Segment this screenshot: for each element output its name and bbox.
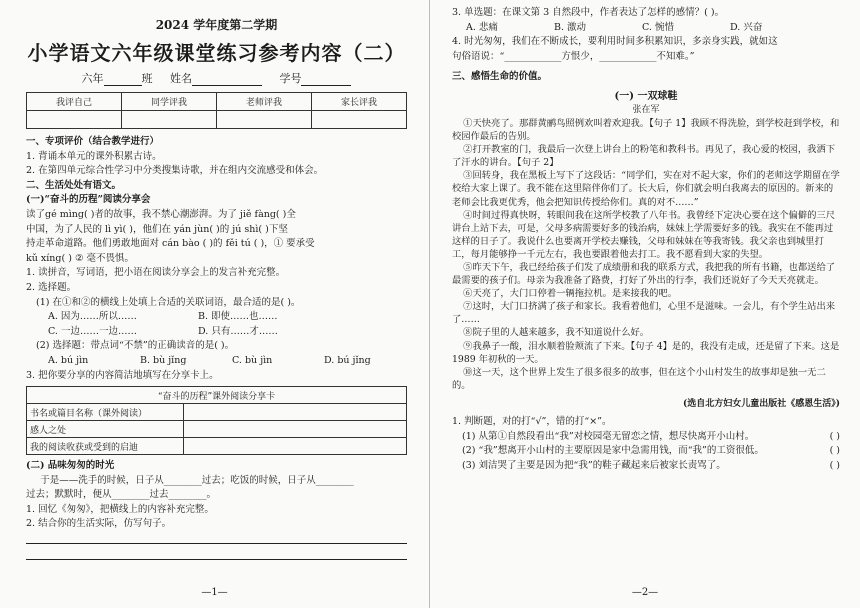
judge-item <box>452 444 840 459</box>
paragraph: ⑩这一天，这个世界上发生了很多很多的故事，但在这个小山村发生的故事却是独一无二的。 <box>452 366 826 391</box>
eval-header: 同学评我 <box>122 93 217 111</box>
share-card-caption: “奋斗的历程”课外阅读分享卡 <box>27 387 407 404</box>
share-card-label: 感人之处 <box>27 421 184 438</box>
subsection-2-heading: (二) 品味匆匆的时光 <box>26 460 115 472</box>
option[interactable]: C. bù jìn <box>232 354 273 366</box>
share-card-label: 书名或篇目名称（课外阅读） <box>27 404 184 421</box>
paragraph: ④时间过得真快呀，转眼间我在这所学校教了八年书。我曾经下定决心要在这个偏僻的三尺讲台上站下去，可是，父母多病需要好多的钱治病，妹妹上学需要好多的钱。我实在不能再过这样的日子了。我说什么也要离开学校去赚钱，父母和妹妹在等我寄钱。我父亲也到城里打工，每月能够挣一千元左右，我也要跟着他去打工。我不愿看到大家的失望。 <box>452 209 836 260</box>
subsection-1-heading: (一)“奋斗的历程”阅读分享会 <box>26 194 151 206</box>
paragraph: ③回转身，我在黑板上写下了这段话：“同学们，实在对不起大家，你们的老师这学期留在学校给大家上课了。我不能在这里陪伴你们了。长大后，你们就会明白我离去的原因的。新来的老师会比我更优秀，他会把知识传授给你们。真的对不……” <box>452 170 840 208</box>
item-2: 2. 在第四单元综合性学习中分类搜集诗歌，并在组内交流感受和体会。 <box>26 165 324 177</box>
judge-item-text: (1) 从第①自然段看出“我”对校园毫无留恋之情，想尽快离开小山村。 <box>462 430 755 442</box>
paragraph: ⑥天亮了，大门口停着一辆拖拉机。是来接我的吧。 <box>463 288 677 300</box>
option[interactable]: D. 只有……才…… <box>198 325 278 337</box>
number-blank[interactable] <box>301 72 351 86</box>
question-4: 1. 回忆《匆匆》，把横线上的内容补充完整。 <box>26 503 214 515</box>
eval-cell[interactable] <box>122 111 217 129</box>
option[interactable]: B. bù jǐng <box>140 354 187 366</box>
passage-line: 持走革命道路。他们勇敢地面对 cán bào ( )的 fěi tú ( )，① 要承受 <box>26 238 315 250</box>
passage-line: kǔ xíng( ) ② 毫不畏惧。 <box>26 252 134 264</box>
page-right <box>430 0 860 608</box>
judge-item <box>452 430 840 445</box>
main-title: 小学语文六年级课堂练习参考内容（二） <box>27 41 406 65</box>
option[interactable]: A. 悲痛 <box>466 21 498 33</box>
question-3: 3. 单选题：在课文第 3 自然段中，作者表达了怎样的感情？( )。 <box>452 7 725 18</box>
question-2-1: (1) 在①和②的横线上处填上合适的关联词语，最合适的是( )。 <box>36 296 301 308</box>
student-info <box>26 70 407 86</box>
class-label: 班 <box>141 72 153 85</box>
share-card-field[interactable] <box>184 421 407 438</box>
option[interactable]: B. 即使……也…… <box>198 311 278 323</box>
section-1-heading: 一、专项评价（结合教学进行） <box>26 136 160 147</box>
paragraph: ⑨我鼻子一酸，泪水顺着脸颊流了下来。【句子 4】是的，我没有走成，还是留了下来。这是 1989 年初秋的一天。 <box>452 340 840 365</box>
share-card-field[interactable] <box>184 438 407 455</box>
paragraph: ⑦这时，大门口挤满了孩子和家长。我看着他们，心里不是滋味。一会儿，有个学生站出来了…… <box>452 301 836 326</box>
question-3-options <box>452 21 840 36</box>
question-2-1-options <box>26 310 407 339</box>
question-2-2: (2) 选择题：带点词“不禁”的正确读音的是( )。 <box>36 340 235 352</box>
eval-header: 老师评我 <box>217 93 312 111</box>
option[interactable]: A. bú jìn <box>48 354 89 366</box>
passage-source: (选自北方妇女儿童出版社《感恩生活》) <box>682 398 840 409</box>
section-2-heading: 二、生活处处有语文。 <box>26 179 122 191</box>
share-card-field[interactable] <box>184 404 407 421</box>
passage-body <box>452 117 840 392</box>
judge-item-text: (2) “我”想离开小山村的主要原因是家中急需用钱，而“我”的工资很低。 <box>462 445 764 457</box>
passage-line: 过去；默默时，便从________过去________。 <box>26 489 217 501</box>
question-4: 4. 时光匆匆，我们在不断成长，要利用时间多积累知识，多亲身实践，就如这 <box>452 36 778 48</box>
eval-cell[interactable] <box>312 111 407 129</box>
question-4-proverb: 句俗语说：“____________方恨少，____________不知难。” <box>452 50 695 62</box>
question-1: 1. 读拼音，写词语，把小语在阅读分享会上的发言补充完整。 <box>26 267 286 279</box>
page-number: —1— <box>201 587 228 598</box>
name-blank[interactable] <box>192 72 262 86</box>
name-label: 姓名 <box>170 72 192 85</box>
judge-answer-box[interactable]: ( ) <box>829 430 840 442</box>
question-5: 2. 结合你的生活实际，仿写句子。 <box>26 518 172 530</box>
passage-line: 中国，为了人民的 lì yì( )，他们在 yán jùn( )的 jú shì( )下坚 <box>26 223 288 235</box>
judge-item-text: (3) 刘洁哭了主要是因为把“我”的鞋子藏起来后被家长责骂了。 <box>462 459 726 471</box>
option[interactable]: A. 因为……所以…… <box>48 311 137 323</box>
passage-line: 于是——洗手的时候，日子从________过去；吃饭的时候，日子从________ <box>40 474 354 486</box>
page-number: —2— <box>631 587 659 598</box>
answer-line[interactable] <box>26 542 407 544</box>
question-2: 2. 选择题。 <box>26 281 77 293</box>
paragraph: ①天快亮了。那群黄鹂鸟照例欢叫着欢迎我。【句子 1】我顾不得洗脸，到学校赶到学校，和校园作最后的告别。 <box>452 117 840 143</box>
judge-question: 1. 判断题，对的打“√”，错的打“×”。 <box>452 415 612 427</box>
eval-header: 我评自己 <box>27 93 122 111</box>
number-label: 学号 <box>279 72 302 85</box>
answer-line[interactable] <box>26 558 407 560</box>
option[interactable]: D. 兴奋 <box>730 21 763 33</box>
judge-answer-box[interactable]: ( ) <box>829 445 840 457</box>
judge-answer-box[interactable]: ( ) <box>829 459 840 471</box>
grade-label: 六年 <box>81 72 104 85</box>
section-3-heading: 三、感悟生命的价值。 <box>452 71 548 83</box>
eval-header: 家长评我 <box>312 93 407 111</box>
year-title: 2024 学年度第二学期 <box>155 18 278 32</box>
passage-title: (一) 一双球鞋 <box>614 90 678 102</box>
question-3: 3. 把你要分享的内容简洁地填写在分享卡上。 <box>26 369 219 381</box>
paragraph: ⑤昨天下午，我已经给孩子们发了成绩册和我的联系方式，我把我的所有书籍，也都送给了最需要的孩子们。母亲为我准备了路费，打好了外出的行李，我们还说好了今天天亮就走。 <box>452 262 836 287</box>
passage-author: 张在军 <box>632 104 660 115</box>
grade-blank[interactable] <box>104 72 142 86</box>
passage-line: 读了gé mìng( )者的故事，我不禁心潮澎湃。为了 jiě fàng( )全 <box>26 208 296 220</box>
option[interactable]: C. 惋惜 <box>642 21 674 33</box>
evaluation-table <box>26 92 407 129</box>
item-1: 1. 背诵本单元的课外积累古诗。 <box>26 150 162 162</box>
eval-cell[interactable] <box>217 111 312 129</box>
option[interactable]: B. 激动 <box>554 21 587 33</box>
eval-cell[interactable] <box>27 111 122 129</box>
judge-item <box>452 459 840 474</box>
share-card-label: 我的阅读收获或受到的启迪 <box>27 438 184 455</box>
paragraph: ⑧院子里的人越来越多，我不知道说什么好。 <box>463 327 650 339</box>
option[interactable]: C. 一边……一边…… <box>48 325 137 337</box>
paragraph: ②打开教室的门，我最后一次登上讲台上的粉笔和教科书。再见了，我心爱的校园，我洒下了汗水的讲台。【句子 2】 <box>452 144 836 169</box>
option[interactable]: D. bú jǐng <box>324 354 371 366</box>
question-2-2-options <box>26 354 407 369</box>
share-card <box>26 386 407 455</box>
